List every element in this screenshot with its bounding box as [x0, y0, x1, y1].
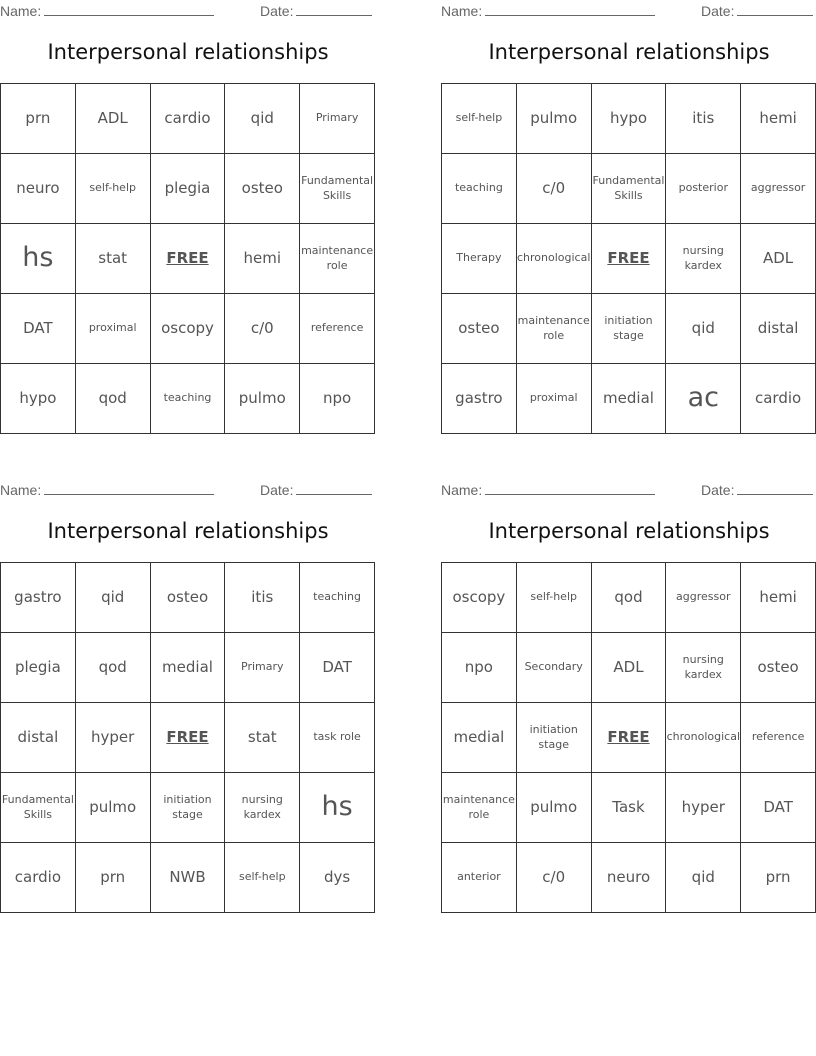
- bingo-cell: task role: [300, 703, 375, 773]
- date-field: [260, 481, 372, 498]
- bingo-cell: proximal: [76, 294, 151, 364]
- name-label: Name:: [441, 3, 483, 19]
- bingo-cell: hyper: [666, 773, 741, 843]
- bingo-cell: ADL: [592, 633, 667, 703]
- bingo-cell: initiation stage: [517, 703, 592, 773]
- card-title: Interpersonal relationships: [488, 40, 770, 64]
- bingo-cell: distal: [741, 294, 816, 364]
- bingo-cell: pulmo: [517, 84, 592, 154]
- card-title: Interpersonal relationships: [488, 519, 770, 543]
- bingo-cell: NWB: [151, 843, 226, 913]
- bingo-cell: prn: [741, 843, 816, 913]
- bingo-cell: proximal: [517, 364, 592, 434]
- bingo-cell: self-help: [517, 563, 592, 633]
- bingo-cell: qid: [666, 843, 741, 913]
- date-blank-line[interactable]: [296, 2, 372, 16]
- bingo-cell: ADL: [741, 224, 816, 294]
- bingo-cell: cardio: [741, 364, 816, 434]
- bingo-cell: DAT: [1, 294, 76, 364]
- bingo-cell: DAT: [741, 773, 816, 843]
- bingo-cell: Primary: [300, 84, 375, 154]
- date-field: [260, 2, 372, 19]
- bingo-cell: cardio: [1, 843, 76, 913]
- bingo-cell: c/0: [517, 843, 592, 913]
- name-blank-line[interactable]: [44, 2, 214, 16]
- bingo-cell: npo: [300, 364, 375, 434]
- free-space: FREE: [592, 703, 667, 773]
- bingo-cell: pulmo: [225, 364, 300, 434]
- free-space: FREE: [151, 224, 226, 294]
- date-blank-line[interactable]: [737, 481, 813, 495]
- bingo-cell: hypo: [1, 364, 76, 434]
- bingo-cell: prn: [76, 843, 151, 913]
- name-field: [441, 2, 655, 19]
- bingo-cell: maintenance role: [300, 224, 375, 294]
- bingo-cell: plegia: [1, 633, 76, 703]
- bingo-cell: Therapy: [442, 224, 517, 294]
- bingo-cell: prn: [1, 84, 76, 154]
- bingo-cell: self-help: [225, 843, 300, 913]
- bingo-cell: qid: [225, 84, 300, 154]
- bingo-cell: qid: [76, 563, 151, 633]
- bingo-cell: stat: [225, 703, 300, 773]
- bingo-cell: nursing kardex: [666, 224, 741, 294]
- bingo-cell: nursing kardex: [225, 773, 300, 843]
- bingo-cell: aggressor: [741, 154, 816, 224]
- bingo-cell: qid: [666, 294, 741, 364]
- bingo-cell: hemi: [741, 563, 816, 633]
- bingo-cell: osteo: [442, 294, 517, 364]
- bingo-cell: qod: [592, 563, 667, 633]
- name-blank-line[interactable]: [485, 481, 655, 495]
- bingo-cell: nursing kardex: [666, 633, 741, 703]
- name-label: Name:: [0, 3, 42, 19]
- bingo-cell: hemi: [225, 224, 300, 294]
- name-blank-line[interactable]: [485, 2, 655, 16]
- bingo-cell: ac: [666, 364, 741, 434]
- bingo-cell: Fundamental Skills: [300, 154, 375, 224]
- bingo-cell: neuro: [592, 843, 667, 913]
- name-field: [0, 2, 214, 19]
- card-title: Interpersonal relationships: [47, 40, 329, 64]
- bingo-cell: DAT: [300, 633, 375, 703]
- free-space: FREE: [151, 703, 226, 773]
- bingo-cell: itis: [225, 563, 300, 633]
- bingo-cell: self-help: [76, 154, 151, 224]
- bingo-cell: chronological: [517, 224, 592, 294]
- bingo-cell: gastro: [442, 364, 517, 434]
- bingo-cell: aggressor: [666, 563, 741, 633]
- bingo-cell: chronological: [666, 703, 741, 773]
- name-blank-line[interactable]: [44, 481, 214, 495]
- bingo-cell: c/0: [517, 154, 592, 224]
- bingo-cell: dys: [300, 843, 375, 913]
- bingo-cell: medial: [442, 703, 517, 773]
- bingo-cell: stat: [76, 224, 151, 294]
- bingo-cell: oscopy: [442, 563, 517, 633]
- bingo-cell: anterior: [442, 843, 517, 913]
- bingo-cell: ADL: [76, 84, 151, 154]
- bingo-cell: hyper: [76, 703, 151, 773]
- date-blank-line[interactable]: [296, 481, 372, 495]
- bingo-cell: maintenance role: [517, 294, 592, 364]
- bingo-cell: pulmo: [517, 773, 592, 843]
- bingo-cell: npo: [442, 633, 517, 703]
- bingo-cell: c/0: [225, 294, 300, 364]
- date-blank-line[interactable]: [737, 2, 813, 16]
- bingo-card: [0, 479, 376, 919]
- name-field: [441, 481, 655, 498]
- bingo-cell: reference: [741, 703, 816, 773]
- bingo-cell: qod: [76, 633, 151, 703]
- bingo-cell: initiation stage: [151, 773, 226, 843]
- bingo-card: [441, 479, 816, 919]
- bingo-card: [0, 0, 376, 440]
- date-field: [701, 2, 813, 19]
- bingo-cell: neuro: [1, 154, 76, 224]
- bingo-cell: gastro: [1, 563, 76, 633]
- bingo-cell: itis: [666, 84, 741, 154]
- card-title: Interpersonal relationships: [47, 519, 329, 543]
- bingo-cell: hemi: [741, 84, 816, 154]
- bingo-cell: hs: [1, 224, 76, 294]
- bingo-cell: qod: [76, 364, 151, 434]
- free-space: FREE: [592, 224, 667, 294]
- bingo-grid: [0, 562, 375, 913]
- bingo-cell: hs: [300, 773, 375, 843]
- bingo-card: [441, 0, 816, 440]
- bingo-cell: Fundamental Skills: [1, 773, 76, 843]
- date-label: Date:: [701, 3, 735, 19]
- bingo-cell: hypo: [592, 84, 667, 154]
- bingo-cell: osteo: [741, 633, 816, 703]
- bingo-grid: [0, 83, 375, 434]
- name-field: [0, 481, 214, 498]
- bingo-cell: oscopy: [151, 294, 226, 364]
- bingo-cell: pulmo: [76, 773, 151, 843]
- bingo-cell: Task: [592, 773, 667, 843]
- bingo-cell: teaching: [300, 563, 375, 633]
- bingo-cell: posterior: [666, 154, 741, 224]
- date-label: Date:: [701, 482, 735, 498]
- bingo-cell: teaching: [442, 154, 517, 224]
- date-field: [701, 481, 813, 498]
- bingo-grid: [441, 562, 816, 913]
- bingo-cell: Secondary: [517, 633, 592, 703]
- bingo-cell: teaching: [151, 364, 226, 434]
- name-label: Name:: [0, 482, 42, 498]
- bingo-cell: plegia: [151, 154, 226, 224]
- bingo-cell: medial: [592, 364, 667, 434]
- bingo-cell: maintenance role: [442, 773, 517, 843]
- bingo-cell: osteo: [151, 563, 226, 633]
- bingo-cell: initiation stage: [592, 294, 667, 364]
- date-label: Date:: [260, 482, 294, 498]
- bingo-cell: Primary: [225, 633, 300, 703]
- date-label: Date:: [260, 3, 294, 19]
- bingo-cell: cardio: [151, 84, 226, 154]
- bingo-cell: Fundamental Skills: [592, 154, 667, 224]
- bingo-cell: reference: [300, 294, 375, 364]
- bingo-cell: self-help: [442, 84, 517, 154]
- bingo-cell: medial: [151, 633, 226, 703]
- bingo-cell: osteo: [225, 154, 300, 224]
- bingo-grid: [441, 83, 816, 434]
- name-label: Name:: [441, 482, 483, 498]
- bingo-cell: distal: [1, 703, 76, 773]
